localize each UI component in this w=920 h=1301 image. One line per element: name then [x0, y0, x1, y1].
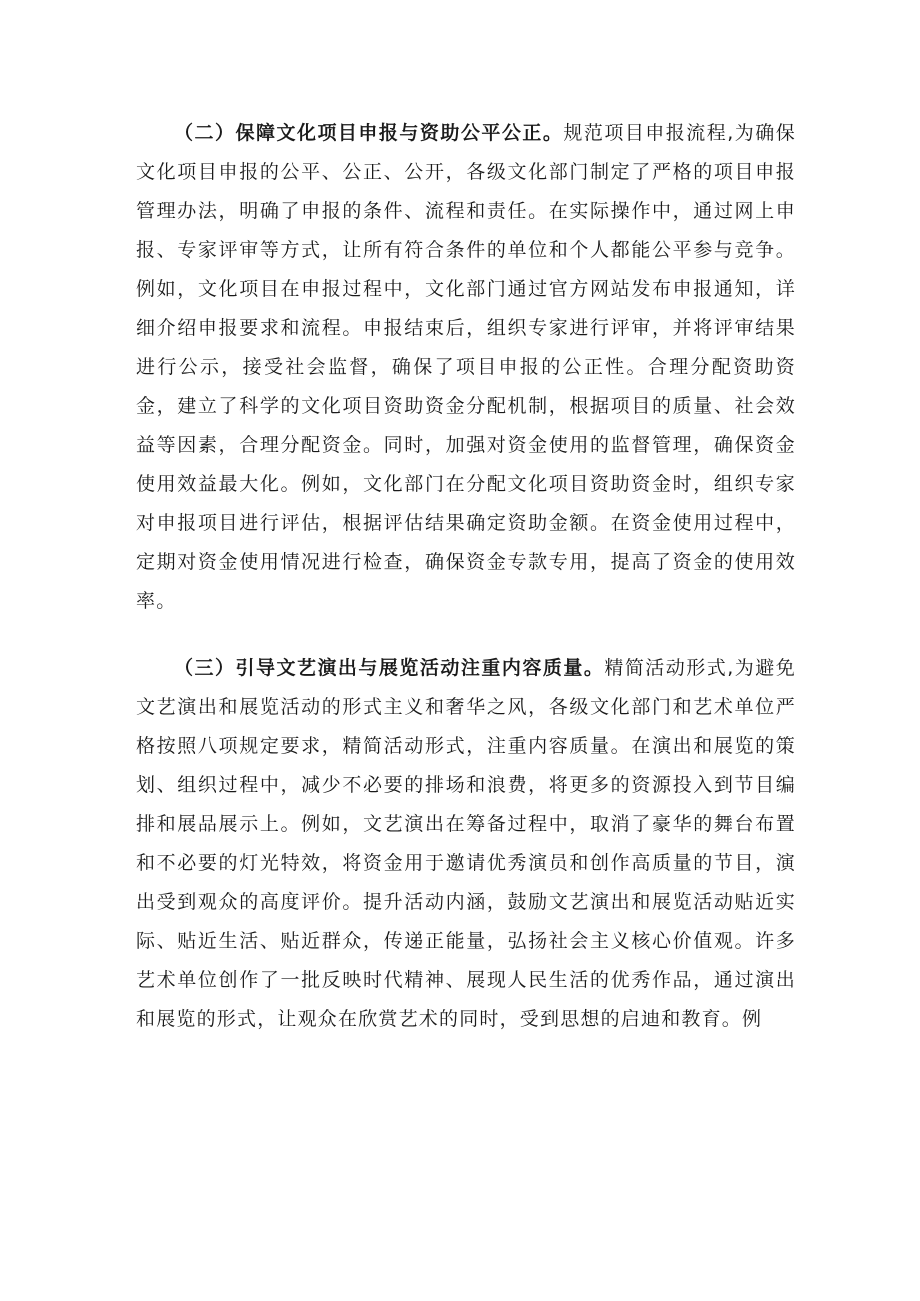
document-body	[136, 114, 796, 1039]
paragraph-performance-exhibition	[136, 649, 796, 1039]
section-heading-three: （三）引导文艺演出与展览活动注重内容质量。	[174, 657, 605, 679]
section-heading-two: （二）保障文化项目申报与资助公平公正。	[174, 122, 564, 144]
paragraph-project-application	[136, 114, 796, 621]
paragraph-text: 精简活动形式,为避免文艺演出和展览活动的形式主义和奢华之风，各级文化部门和艺术单位严格按照八项规定要求，精简活动形式，注重内容质量。在演出和展览的策划、组织过程中，减少不必要的排场和浪费，将更多的资源投入到节目编排和展品展示上。例如，文艺演出在筹备过程中，取消了豪华的舞台布置和不必要的灯光特效，将资金用于邀请优秀演员和创作高质量的节目，演出受到观众的高度评价。提升活动内涵，鼓励文艺演出和展览活动贴近实际、贴近生活、贴近群众，传递正能量，弘扬社会主义核心价值观。许多艺术单位创作了一批反映时代精神、展现人民生活的优秀作品，通过演出和展览的形式，让观众在欣赏艺术的同时，受到思想的启迪和教育。例	[136, 657, 796, 1030]
paragraph-text: 规范项目申报流程,为确保文化项目申报的公平、公正、公开，各级文化部门制定了严格的项目申报管理办法，明确了申报的条件、流程和责任。在实际操作中，通过网上申报、专家评审等方式，让所有符合条件的单位和个人都能公平参与竞争。例如，文化项目在申报过程中，文化部门通过官方网站发布申报通知，详细介绍申报要求和流程。申报结束后，组织专家进行评审，并将评审结果进行公示，接受社会监督，确保了项目申报的公正性。合理分配资助资金，建立了科学的文化项目资助资金分配机制，根据项目的质量、社会效益等因素，合理分配资金。同时，加强对资金使用的监督管理，确保资金使用效益最大化。例如，文化部门在分配文化项目资助资金时，组织专家对申报项目进行评估，根据评估结果确定资助金额。在资金使用过程中，定期对资金使用情况进行检查，确保资金专款专用，提高了资金的使用效率。	[136, 122, 796, 612]
